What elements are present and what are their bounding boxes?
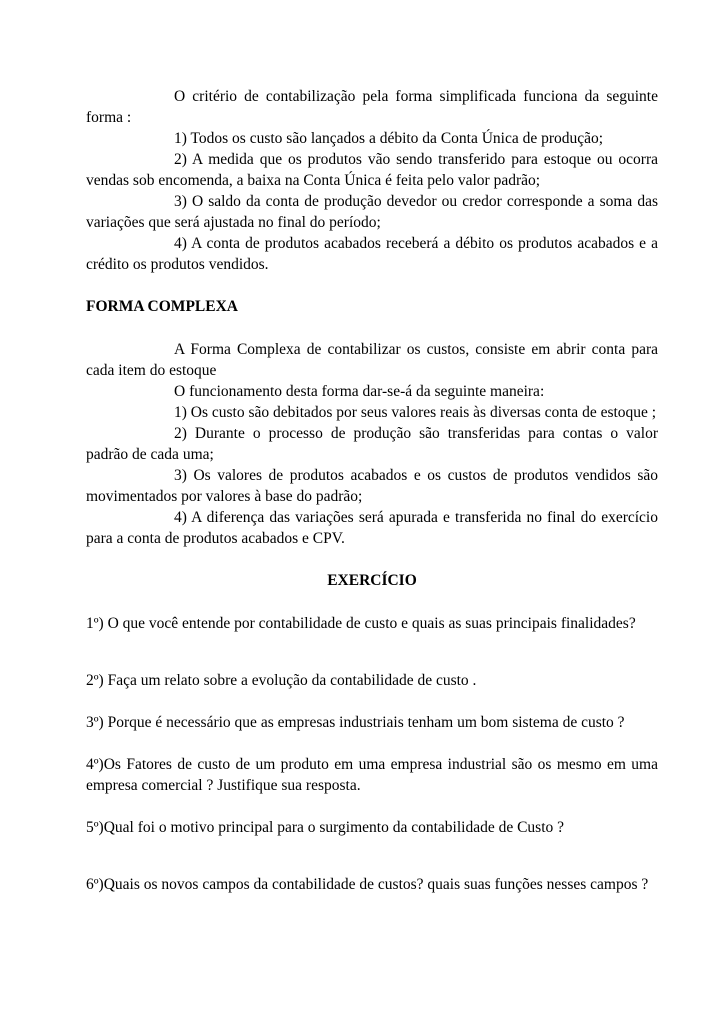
question-5: 5º)Qual foi o motivo principal para o surgimento da contabilidade de Custo ?: [86, 819, 565, 836]
document-page: [86, 86, 658, 895]
question-6: 6º)Quais os novos campos da contabilidade de custos? quais suas funções nesses campos ?: [86, 876, 649, 893]
complexa-item-4: 4) A diferença das variações será apurada e transferida no final do exercício para a conta de produtos acabados e CPV.: [86, 509, 658, 547]
question-4: 4º)Os Fatores de custo de um produto em uma empresa industrial são os mesmo em uma empresa comercial ? Justifique sua resposta.: [86, 756, 658, 794]
question-2: 2º) Faça um relato sobre a evolução da contabilidade de custo .: [86, 672, 477, 689]
forma-complexa-heading: FORMA COMPLEXA: [86, 298, 238, 315]
question-1: 1º) O que você entende por contabilidade de custo e quais as suas principais finalidades?: [86, 615, 636, 632]
intro-item-2: 2) A medida que os produtos vão sendo transferido para estoque ou ocorra vendas sob encomenda, a baixa na Conta Única é feita pelo valor padrão;: [86, 151, 658, 189]
intro-paragraph: O critério de contabilização pela forma simplificada funciona da seguinte forma :: [86, 88, 658, 126]
exercicio-heading: EXERCÍCIO: [327, 572, 417, 589]
complexa-paragraph-1: A Forma Complexa de contabilizar os custos, consiste em abrir conta para cada item do estoque: [86, 341, 658, 379]
complexa-item-1: 1) Os custo são debitados por seus valores reais às diversas conta de estoque ;: [174, 404, 657, 421]
intro-item-1: 1) Todos os custo são lançados a débito da Conta Única de produção;: [174, 130, 604, 147]
intro-item-3: 3) O saldo da conta de produção devedor ou credor corresponde a soma das variações que será ajustada no final do período;: [86, 193, 658, 231]
complexa-item-2: 2) Durante o processo de produção são transferidas para contas o valor padrão de cada uma;: [86, 425, 658, 463]
complexa-paragraph-2: O funcionamento desta forma dar-se-á da seguinte maneira:: [174, 383, 545, 400]
complexa-item-3: 3) Os valores de produtos acabados e os custos de produtos vendidos são movimentados por valores à base do padrão;: [86, 467, 658, 505]
question-3: 3º) Porque é necessário que as empresas industriais tenham um bom sistema de custo ?: [86, 714, 625, 731]
intro-item-4: 4) A conta de produtos acabados receberá a débito os produtos acabados e a crédito os produtos vendidos.: [86, 235, 658, 273]
